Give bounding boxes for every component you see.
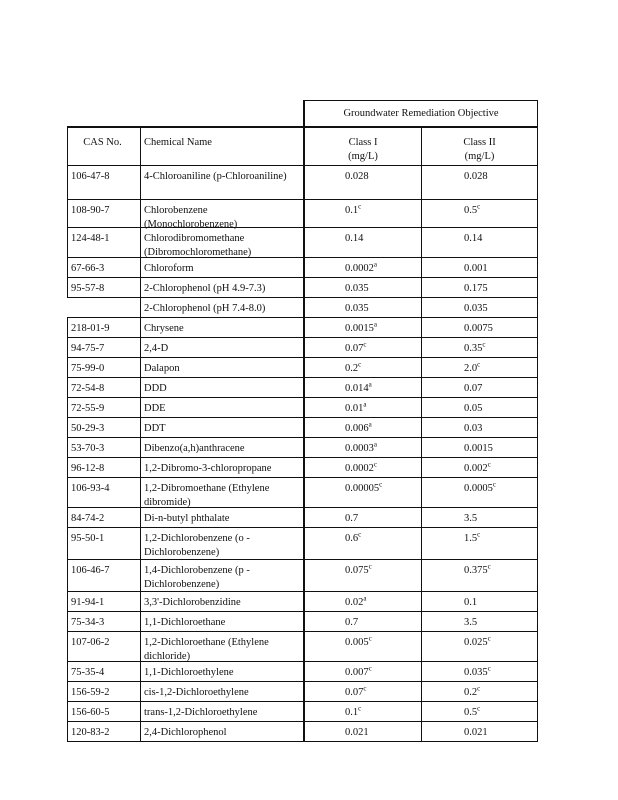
class1-value <box>303 438 421 457</box>
cas-number <box>67 298 140 317</box>
cas-number-text: 95-57-8 <box>71 283 105 294</box>
table-row <box>67 458 538 478</box>
chemical-name-text: Dibenzo(a,h)anthracene <box>144 443 245 454</box>
cas-number-text: 218-01-9 <box>71 323 110 334</box>
chemical-name-text: Chlorobenzene (Monochlorobenzene) <box>144 205 238 230</box>
class1-value-text: 0.0002 <box>345 463 374 474</box>
class2-value-text: 3.5 <box>464 513 478 524</box>
class1-value-text: 0.07 <box>345 687 364 698</box>
class1-value-text: 0.035 <box>345 303 369 314</box>
class2-value-text: 0.035 <box>464 303 488 314</box>
chemical-name-text: 1,2-Dibromo-3-chloropropane <box>144 463 272 474</box>
cas-number <box>67 632 140 661</box>
chemical-name-text: 2,4-Dichlorophenol <box>144 727 227 738</box>
class2-value-text: 0.1 <box>464 597 478 608</box>
header-class1-unit: (mg/L) <box>348 151 378 162</box>
table-row <box>67 722 538 742</box>
cas-number <box>67 318 140 337</box>
table-row <box>67 508 538 528</box>
class2-value <box>421 632 538 661</box>
footnote-marker: c <box>379 480 383 489</box>
class1-value-text: 0.1 <box>345 707 359 718</box>
class2-value <box>421 228 538 257</box>
class2-value <box>421 682 538 701</box>
class1-value <box>303 278 421 297</box>
class2-value-text: 0.375 <box>464 565 488 576</box>
class1-value-text: 0.006 <box>345 423 369 434</box>
footnote-marker: c <box>477 360 481 369</box>
cas-number-text: 50-29-3 <box>71 423 105 434</box>
chemical-name-text: 1,1-Dichloroethane <box>144 617 226 628</box>
chemical-name-text: DDT <box>144 423 166 434</box>
cas-number-text: 106-46-7 <box>71 565 110 576</box>
chemical-name <box>140 528 303 559</box>
class2-value <box>421 298 538 317</box>
chemical-name <box>140 508 303 527</box>
header-class2 <box>421 128 538 165</box>
class1-value-text: 0.005 <box>345 637 369 648</box>
cas-number <box>67 508 140 527</box>
class2-value-text: 0.0005 <box>464 483 493 494</box>
cas-number-text: 75-35-4 <box>71 667 105 678</box>
class1-value <box>303 338 421 357</box>
cas-number-text: 53-70-3 <box>71 443 105 454</box>
class1-value-text: 0.2 <box>345 363 359 374</box>
cas-number <box>67 378 140 397</box>
class2-value-text: 0.021 <box>464 727 488 738</box>
class1-value <box>303 458 421 477</box>
class2-value <box>421 612 538 631</box>
chemical-name-text: 1,2-Dichlorobenzene (o - Dichlorobenzene) <box>144 533 250 558</box>
footnote-marker: a <box>373 320 377 329</box>
footnote-marker: a <box>363 594 367 603</box>
table-row <box>67 662 538 682</box>
class2-value <box>421 358 538 377</box>
footnote-marker: c <box>487 634 491 643</box>
class1-value-text: 0.014 <box>345 383 369 394</box>
cas-number-text: 107-06-2 <box>71 637 110 648</box>
chemical-name-text: DDD <box>144 383 167 394</box>
class1-value-text: 0.14 <box>345 233 364 244</box>
class1-value <box>303 592 421 611</box>
header-class2-label: Class II <box>463 137 496 148</box>
table-row <box>67 528 538 560</box>
chemical-name <box>140 166 303 199</box>
cas-number-text: 156-59-2 <box>71 687 110 698</box>
class1-value-text: 0.0003 <box>345 443 374 454</box>
footnote-marker: c <box>358 704 362 713</box>
chemical-name-text: cis-1,2-Dichloroethylene <box>144 687 249 698</box>
footnote-marker: c <box>482 340 486 349</box>
chemical-name-text: DDE <box>144 403 166 414</box>
class2-value-text: 0.002 <box>464 463 488 474</box>
table-header-row <box>67 126 538 166</box>
chemical-name-text: Chrysene <box>144 323 184 334</box>
chemical-name <box>140 682 303 701</box>
chemical-name <box>140 438 303 457</box>
class2-value <box>421 338 538 357</box>
group-header: Groundwater Remediation Objective <box>303 100 538 126</box>
footnote-marker: c <box>477 202 481 211</box>
chemical-name <box>140 358 303 377</box>
class1-value <box>303 662 421 681</box>
footnote-marker: c <box>373 460 377 469</box>
class1-value-text: 0.035 <box>345 283 369 294</box>
table-row <box>67 318 538 338</box>
chemical-name <box>140 418 303 437</box>
cas-number <box>67 258 140 277</box>
chemical-name-text: Dalapon <box>144 363 180 374</box>
header-name-text: Chemical Name <box>144 137 212 148</box>
class1-value <box>303 398 421 417</box>
class2-value-text: 0.5 <box>464 205 478 216</box>
table-row <box>67 682 538 702</box>
table-row <box>67 438 538 458</box>
class1-value <box>303 528 421 559</box>
class1-value-text: 0.075 <box>345 565 369 576</box>
cas-number <box>67 166 140 199</box>
class2-value <box>421 278 538 297</box>
cas-number-text: 106-93-4 <box>71 483 110 494</box>
cas-number <box>67 702 140 721</box>
class2-value-text: 0.14 <box>464 233 483 244</box>
chemical-name <box>140 592 303 611</box>
table-row <box>67 166 538 200</box>
table-row <box>67 560 538 592</box>
chemical-name-text: 1,1-Dichloroethylene <box>144 667 234 678</box>
class2-value-text: 0.001 <box>464 263 488 274</box>
cas-number-text: 91-94-1 <box>71 597 105 608</box>
class1-value <box>303 612 421 631</box>
cas-number <box>67 458 140 477</box>
table-row <box>67 592 538 612</box>
class2-value <box>421 200 538 227</box>
chemical-name <box>140 612 303 631</box>
table-row <box>67 378 538 398</box>
class2-value-text: 0.175 <box>464 283 488 294</box>
cas-number-text: 108-90-7 <box>71 205 110 216</box>
cas-number-text: 95-50-1 <box>71 533 105 544</box>
header-class1 <box>303 128 421 165</box>
cas-number <box>67 612 140 631</box>
footnote-marker: c <box>492 480 496 489</box>
class1-value <box>303 378 421 397</box>
chemical-name <box>140 258 303 277</box>
class2-value-text: 0.028 <box>464 171 488 182</box>
class1-value <box>303 298 421 317</box>
chemical-name-text: 1,2-Dibromoethane (Ethylene dibromide) <box>144 483 270 508</box>
class1-value <box>303 200 421 227</box>
table-row <box>67 228 538 258</box>
cas-number-text: 124-48-1 <box>71 233 110 244</box>
class2-value <box>421 398 538 417</box>
chemical-name <box>140 478 303 507</box>
cas-number-text: 96-12-8 <box>71 463 105 474</box>
table-row <box>67 338 538 358</box>
footnote-marker: c <box>477 684 481 693</box>
table-row <box>67 258 538 278</box>
cas-number <box>67 228 140 257</box>
cas-number-text: 72-55-9 <box>71 403 105 414</box>
footnote-marker: c <box>358 530 362 539</box>
footnote-marker: a <box>368 380 372 389</box>
footnote-marker: c <box>358 360 362 369</box>
chemical-name-text: Chlorodibromomethane (Dibromochloromethane) <box>144 233 252 258</box>
class1-value <box>303 722 421 741</box>
chemical-name <box>140 722 303 741</box>
class1-value <box>303 228 421 257</box>
class1-value <box>303 258 421 277</box>
class1-value-text: 0.021 <box>345 727 369 738</box>
class2-value-text: 0.05 <box>464 403 483 414</box>
footnote-marker: c <box>363 340 367 349</box>
cas-number <box>67 592 140 611</box>
class2-value <box>421 418 538 437</box>
chemical-name <box>140 662 303 681</box>
chemical-name-text: 2-Chlorophenol (pH 4.9-7.3) <box>144 283 266 294</box>
class2-value <box>421 528 538 559</box>
cas-number <box>67 278 140 297</box>
class2-value <box>421 438 538 457</box>
chemical-name-text: 2-Chlorophenol (pH 7.4-8.0) <box>144 303 266 314</box>
chemical-name <box>140 200 303 230</box>
table-row <box>67 278 538 298</box>
chemical-name <box>140 278 303 297</box>
cas-number <box>67 200 140 227</box>
class2-value <box>421 662 538 681</box>
class1-value <box>303 418 421 437</box>
table-row <box>67 632 538 662</box>
cas-number-text: 67-66-3 <box>71 263 105 274</box>
class2-value-text: 0.0015 <box>464 443 493 454</box>
class1-value <box>303 478 421 507</box>
cas-number-text: 120-83-2 <box>71 727 110 738</box>
class2-value <box>421 318 538 337</box>
class1-value-text: 0.7 <box>345 513 359 524</box>
class1-value-text: 0.07 <box>345 343 364 354</box>
class1-value-text: 0.028 <box>345 171 369 182</box>
chemical-name <box>140 458 303 477</box>
chemical-name <box>140 228 303 257</box>
header-cas: CAS No. <box>67 128 140 165</box>
chemical-name-text: 4-Chloroaniline (p-Chloroaniline) <box>144 171 287 182</box>
cas-number <box>67 438 140 457</box>
chemical-name <box>140 560 303 591</box>
class1-value-text: 0.7 <box>345 617 359 628</box>
table-row <box>67 612 538 632</box>
class2-value-text: 0.035 <box>464 667 488 678</box>
class2-value <box>421 702 538 721</box>
chemical-name <box>140 378 303 397</box>
footnote-marker: c <box>363 684 367 693</box>
class2-value-text: 0.35 <box>464 343 483 354</box>
class1-value-text: 0.1 <box>345 205 359 216</box>
class2-value <box>421 592 538 611</box>
chemical-name-text: 3,3'-Dichlorobenzidine <box>144 597 241 608</box>
class2-value-text: 0.2 <box>464 687 478 698</box>
table-row <box>67 478 538 508</box>
footnote-marker: a <box>373 260 377 269</box>
chemical-name-text: trans-1,2-Dichloroethylene <box>144 707 258 718</box>
class1-value-text: 0.0015 <box>345 323 374 334</box>
header-class2-unit: (mg/L) <box>464 151 495 162</box>
class1-value <box>303 318 421 337</box>
table-row <box>67 298 538 318</box>
cas-number <box>67 682 140 701</box>
chemical-name <box>140 318 303 337</box>
header-name <box>140 128 303 165</box>
cas-number-text: 75-34-3 <box>71 617 105 628</box>
class2-value-text: 0.025 <box>464 637 488 648</box>
class1-value <box>303 560 421 591</box>
footnote-marker: c <box>358 202 362 211</box>
cas-number-text: 106-47-8 <box>71 171 110 182</box>
cas-number <box>67 560 140 591</box>
chemical-name <box>140 398 303 417</box>
class1-value <box>303 358 421 377</box>
class2-value <box>421 166 538 199</box>
class1-value <box>303 632 421 661</box>
table-row <box>67 358 538 378</box>
chemical-name-text: 2,4-D <box>144 343 169 354</box>
cas-number <box>67 398 140 417</box>
chemical-name-text: Di-n-butyl phthalate <box>144 513 230 524</box>
table-row <box>67 398 538 418</box>
cas-number <box>67 338 140 357</box>
class2-value <box>421 478 538 507</box>
footnote-marker: a <box>363 400 367 409</box>
cas-number <box>67 722 140 741</box>
cas-number-text: 94-75-7 <box>71 343 105 354</box>
class2-value-text: 0.0075 <box>464 323 493 334</box>
class2-value <box>421 258 538 277</box>
class1-value <box>303 702 421 721</box>
table-row <box>67 702 538 722</box>
chemical-name <box>140 298 303 317</box>
cas-number-text: 72-54-8 <box>71 383 105 394</box>
class2-value-text: 2.0 <box>464 363 478 374</box>
cas-number <box>67 418 140 437</box>
class2-value-text: 0.07 <box>464 383 483 394</box>
cas-number <box>67 478 140 507</box>
class1-value-text: 0.01 <box>345 403 364 414</box>
footnote-marker: c <box>368 664 372 673</box>
footnote-marker: c <box>477 530 481 539</box>
class2-value <box>421 458 538 477</box>
chemical-name-text: 1,2-Dichloroethane (Ethylene dichloride) <box>144 637 269 662</box>
cas-number <box>67 662 140 681</box>
cas-number-text: 156-60-5 <box>71 707 110 718</box>
cas-number <box>67 358 140 377</box>
class1-value-text: 0.0002 <box>345 263 374 274</box>
footnote-marker: c <box>487 664 491 673</box>
class1-value-text: 0.007 <box>345 667 369 678</box>
chemical-name-text: 1,4-Dichlorobenzene (p - Dichlorobenzene) <box>144 565 250 590</box>
footnote-marker: a <box>373 440 377 449</box>
class1-value-text: 0.6 <box>345 533 359 544</box>
class2-value-text: 0.5 <box>464 707 478 718</box>
chemical-name <box>140 702 303 721</box>
cas-number-text: 84-74-2 <box>71 513 105 524</box>
class2-value <box>421 722 538 741</box>
table-row <box>67 200 538 228</box>
footnote-marker: c <box>487 460 491 469</box>
chemical-name <box>140 338 303 357</box>
cas-number <box>67 528 140 559</box>
footnote-marker: c <box>368 634 372 643</box>
class2-value <box>421 508 538 527</box>
class1-value <box>303 166 421 199</box>
class2-value <box>421 560 538 591</box>
class1-value-text: 0.02 <box>345 597 364 608</box>
class2-value <box>421 378 538 397</box>
class2-value-text: 1.5 <box>464 533 478 544</box>
footnote-marker: c <box>487 562 491 571</box>
class2-value-text: 0.03 <box>464 423 483 434</box>
class1-value-text: 0.00005 <box>345 483 380 494</box>
class2-value-text: 3.5 <box>464 617 478 628</box>
footnote-marker: c <box>368 562 372 571</box>
class1-value <box>303 508 421 527</box>
header-class1-label: Class I <box>348 137 378 148</box>
footnote-marker: a <box>368 420 372 429</box>
class1-value <box>303 682 421 701</box>
table-row <box>67 418 538 438</box>
chemical-name-text: Chloroform <box>144 263 194 274</box>
chemical-name <box>140 632 303 661</box>
cas-number-text: 75-99-0 <box>71 363 105 374</box>
footnote-marker: c <box>477 704 481 713</box>
